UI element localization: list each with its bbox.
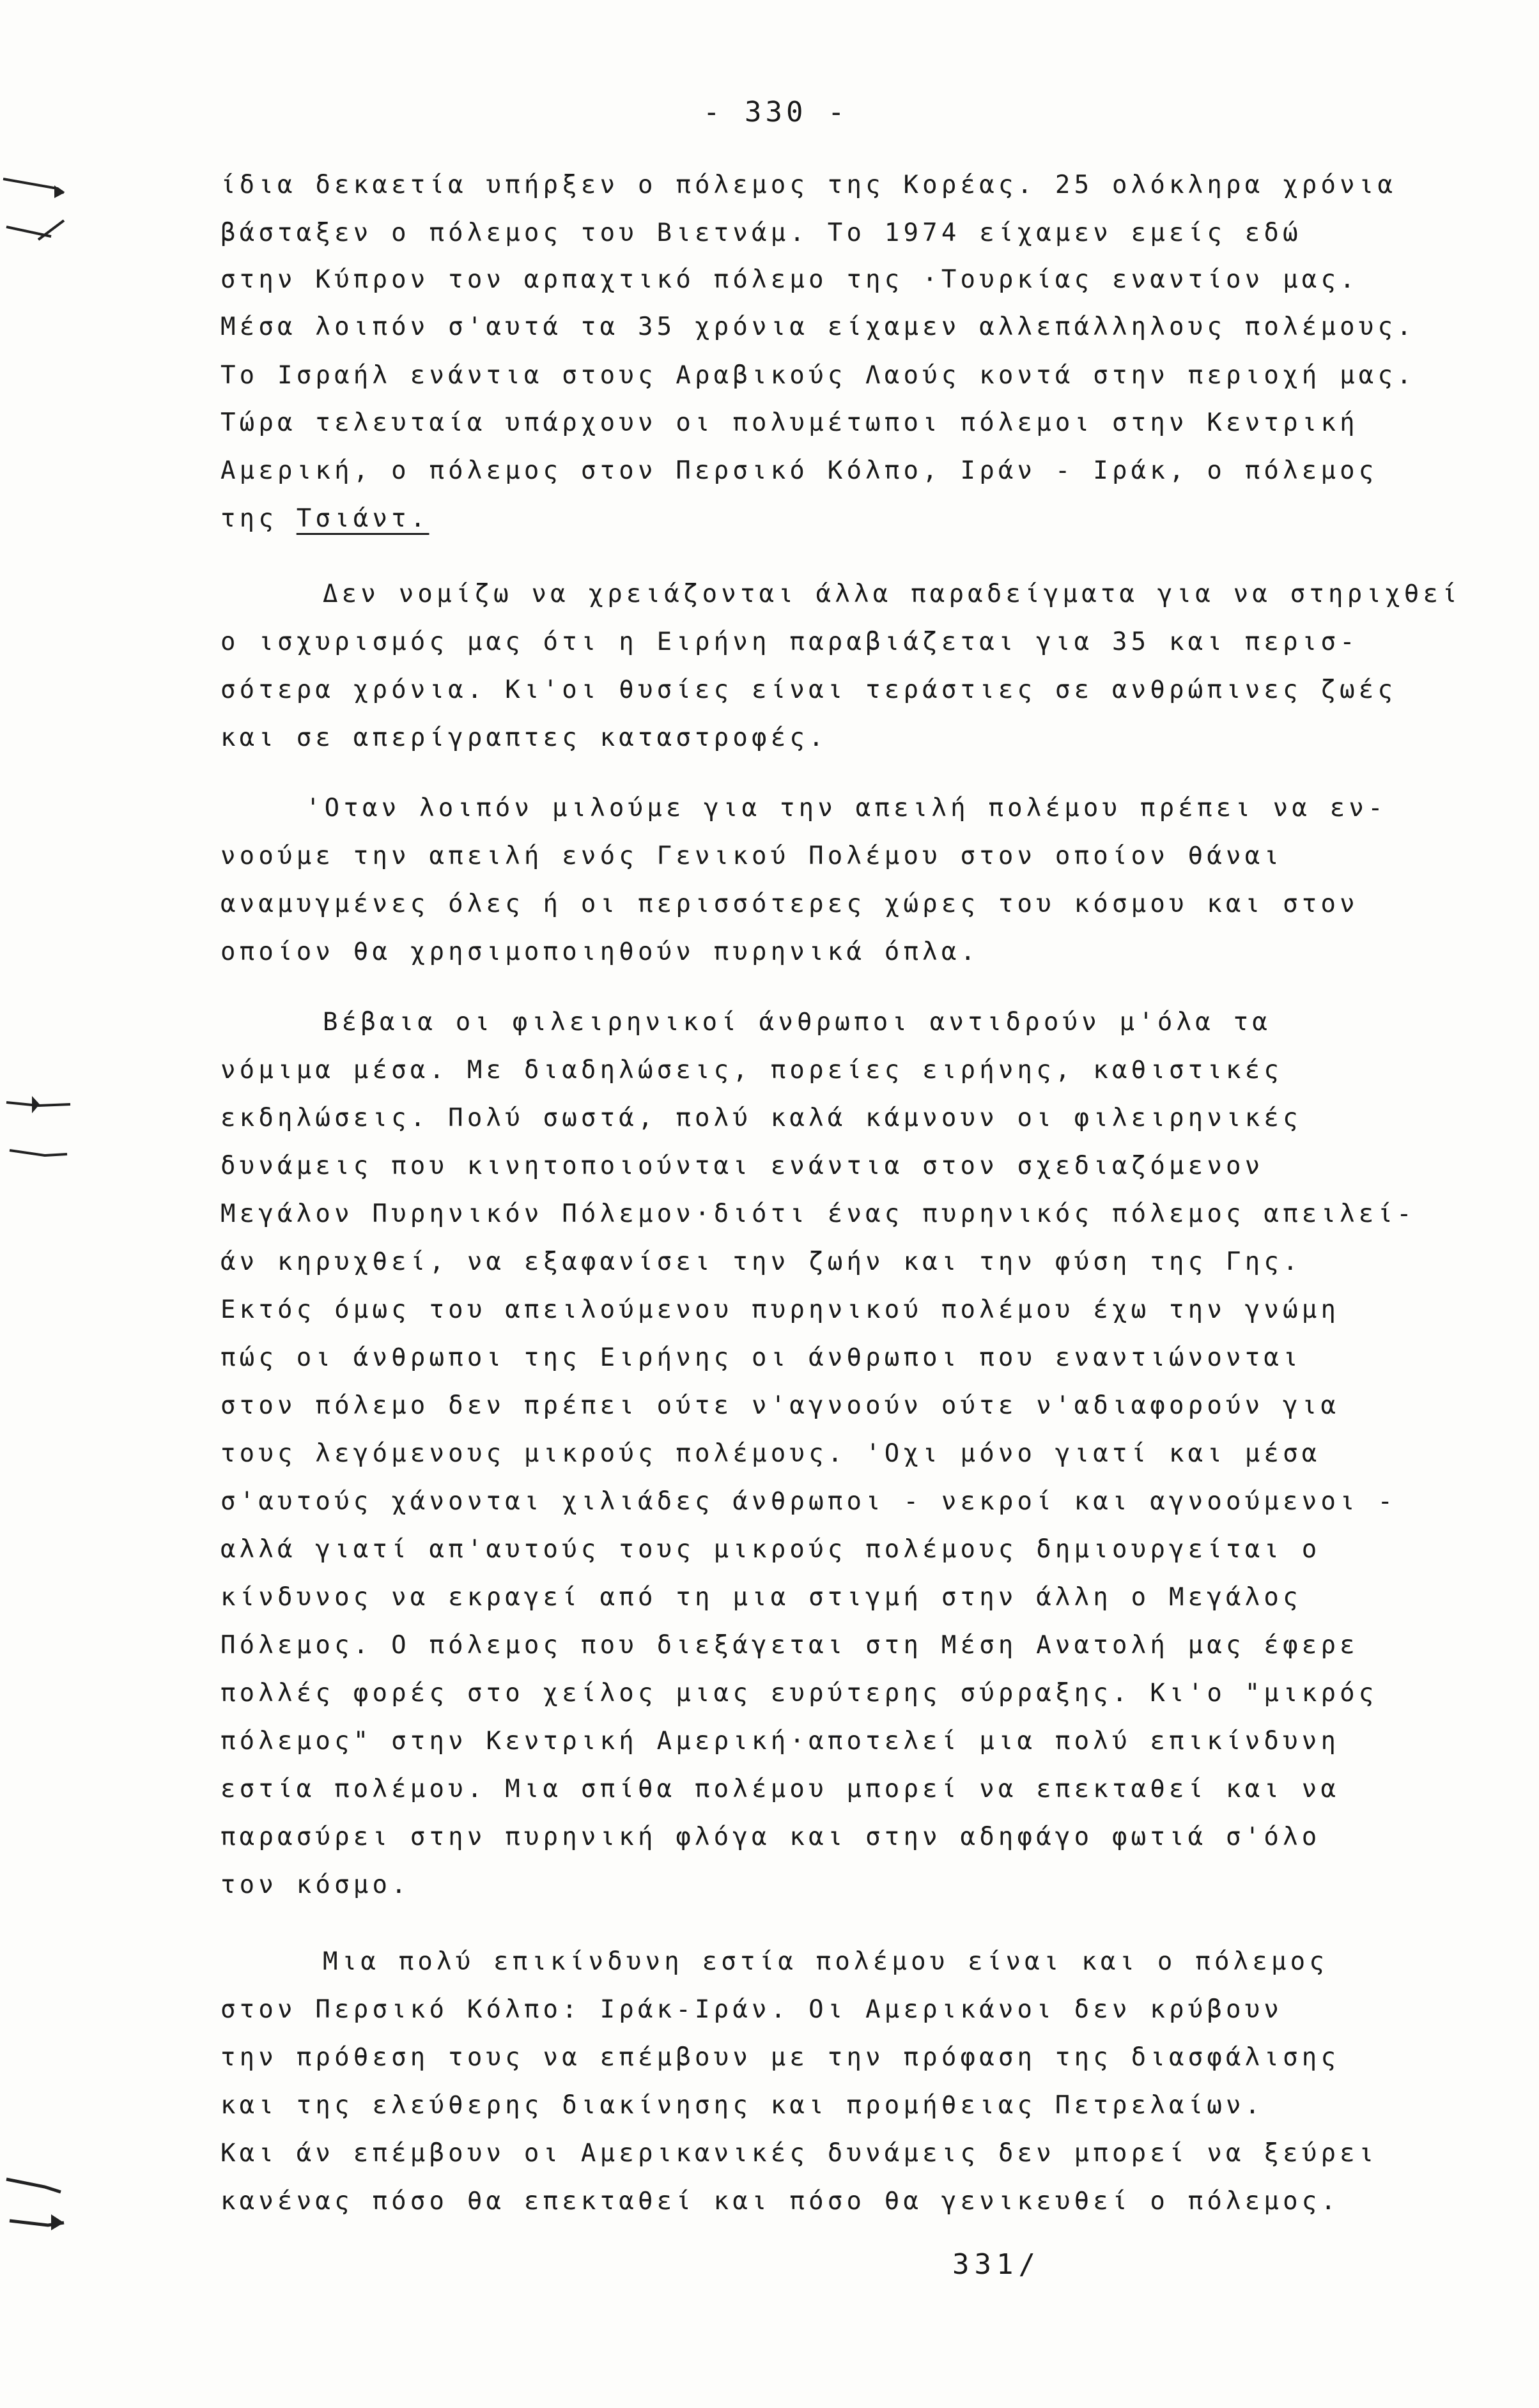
text-line: άν κηρυχθεί, να εξαφανίσει την ζωήν και την φύση της Γης. xyxy=(220,1247,1302,1276)
text-line: και της ελεύθερης διακίνησης και προμήθειας Πετρελαίων. xyxy=(220,2091,1264,2120)
text-line: παρασύρει στην πυρηνική φλόγα και στην αδηφάγο φωτιά σ'όλο xyxy=(220,1823,1321,1851)
text-line: εστία πολέμου. Μια σπίθα πολέμου μπορεί να επεκταθεί και να xyxy=(220,1775,1340,1803)
text-line: δυνάμεις που κινητοποιούνται ενάντια στον σχεδιαζόμενον xyxy=(220,1152,1264,1180)
margin-mark xyxy=(0,2166,77,2250)
margin-mark xyxy=(0,160,70,262)
text-line: νοούμε την απειλή ενός Γενικού Πολέμου στον οποίον θάναι xyxy=(220,842,1283,870)
text-line: ίδια δεκαετία υπήρξεν ο πόλεμος της Κορέας. 25 ολόκληρα χρόνια xyxy=(220,171,1397,199)
text-line: στην Κύπρον τον αρπαχτικό πόλεμο της ·Τουρκίας εναντίον μας. xyxy=(220,265,1359,294)
text-line: πολλές φορές στο χείλος μιας ευρύτερης σύρραξης. Κι'ο "μικρός xyxy=(220,1679,1378,1708)
text-line: Βέβαια οι φιλειρηνικοί άνθρωποι αντιδρούν μ'όλα τα xyxy=(323,1008,1271,1037)
text-line: σ'αυτούς χάνονται χιλιάδες άνθρωποι - νεκροί και αγνοούμενοι - xyxy=(220,1487,1397,1516)
page-number: - 330 - xyxy=(703,96,849,128)
text-line: πόλεμος" στην Κεντρική Αμερική·αποτελεί μια πολύ επικίνδυνη xyxy=(220,1727,1340,1756)
text-line: σότερα χρόνια. Κι'οι θυσίες είναι τεράστιες σε ανθρώπινες ζωές xyxy=(220,675,1397,704)
text-line: Μεγάλον Πυρηνικόν Πόλεμον·διότι ένας πυρηνικός πόλεμος απειλεί- xyxy=(220,1200,1416,1228)
text-line: βάσταξεν ο πόλεμος του Βιετνάμ. Το 1974 είχαμεν εμείς εδώ xyxy=(220,219,1302,247)
text-line: στον Περσικό Κόλπο: Ιράκ-Ιράν. Οι Αμερικάνοι δεν κρύβουν xyxy=(220,1995,1283,2024)
text-line: Δεν νομίζω να χρειάζονται άλλα παραδείγματα για να στηριχθεί xyxy=(323,580,1461,608)
next-page-reference: 331/ xyxy=(952,2248,1040,2281)
text-line: νόμιμα μέσα. Με διαδηλώσεις, πορείες ειρήνης, καθιστικές xyxy=(220,1056,1283,1084)
underlined-word: Τσιάντ. xyxy=(296,504,429,533)
text-line: τον κόσμο. xyxy=(220,1871,410,1899)
text-line: Τώρα τελευταία υπάρχουν οι πολυμέτωποι πόλεμοι στην Κεντρική xyxy=(220,408,1359,437)
text-line: αλλά γιατί απ'αυτούς τους μικρούς πολέμους δημιουργείται ο xyxy=(220,1535,1321,1564)
text-line: Αμερική, ο πόλεμος στον Περσικό Κόλπο, Ιράν - Ιράκ, ο πόλεμος xyxy=(220,456,1378,485)
text-line: Εκτός όμως του απειλούμενου πυρηνικού πολέμου έχω την γνώμη xyxy=(220,1295,1340,1324)
text-line: οποίον θα χρησιμοποιηθούν πυρηνικά όπλα. xyxy=(220,938,980,966)
text-line: αναμυγμένες όλες ή οι περισσότερες χώρες του κόσμου και στον xyxy=(220,890,1359,918)
text-line: Μέσα λοιπόν σ'αυτά τα 35 χρόνια είχαμεν αλλεπάλληλους πολέμους. xyxy=(220,313,1416,341)
text-line: τους λεγόμενους μικρούς πολέμους. 'Οχι μόνο γιατί και μέσα xyxy=(220,1439,1321,1468)
text-line: εκδηλώσεις. Πολύ σωστά, πολύ καλά κάμνουν οι φιλειρηνικές xyxy=(220,1104,1302,1132)
text-line: 'Οταν λοιπόν μιλούμε για την απειλή πολέμου πρέπει να εν- xyxy=(305,794,1387,822)
text-line-with-underline xyxy=(220,506,1486,531)
text-fragment: της xyxy=(220,504,297,533)
text-line: στον πόλεμο δεν πρέπει ούτε ν'αγνοούν ούτε ν'αδιαφορούν για xyxy=(220,1391,1340,1420)
text-line: την πρόθεση τους να επέμβουν με την πρόφαση της διασφάλισης xyxy=(220,2043,1340,2072)
text-line: Πόλεμος. Ο πόλεμος που διεξάγεται στη Μέση Ανατολή μας έφερε xyxy=(220,1631,1359,1660)
text-line: κίνδυνος να εκραγεί από τη μια στιγμή στην άλλη ο Μεγάλος xyxy=(220,1583,1302,1612)
text-line: και σε απερίγραπτες καταστροφές. xyxy=(220,723,828,752)
text-line: Το Ισραήλ ενάντια στους Αραβικούς Λαούς κοντά στην περιοχή μας. xyxy=(220,361,1416,390)
text-line: κανένας πόσο θα επεκταθεί και πόσο θα γενικευθεί ο πόλεμος. xyxy=(220,2187,1340,2216)
text-line: πώς οι άνθρωποι της Ειρήνης οι άνθρωποι που εναντιώνονται xyxy=(220,1343,1302,1372)
text-line: ο ισχυρισμός μας ότι η Ειρήνη παραβιάζεται για 35 και περισ- xyxy=(220,628,1359,656)
margin-mark xyxy=(0,1080,77,1182)
text-line: Και άν επέμβουν οι Αμερικανικές δυνάμεις δεν μπορεί να ξεύρει xyxy=(220,2139,1378,2168)
text-line: Μια πολύ επικίνδυνη εστία πολέμου είναι και ο πόλεμος xyxy=(323,1947,1329,1976)
